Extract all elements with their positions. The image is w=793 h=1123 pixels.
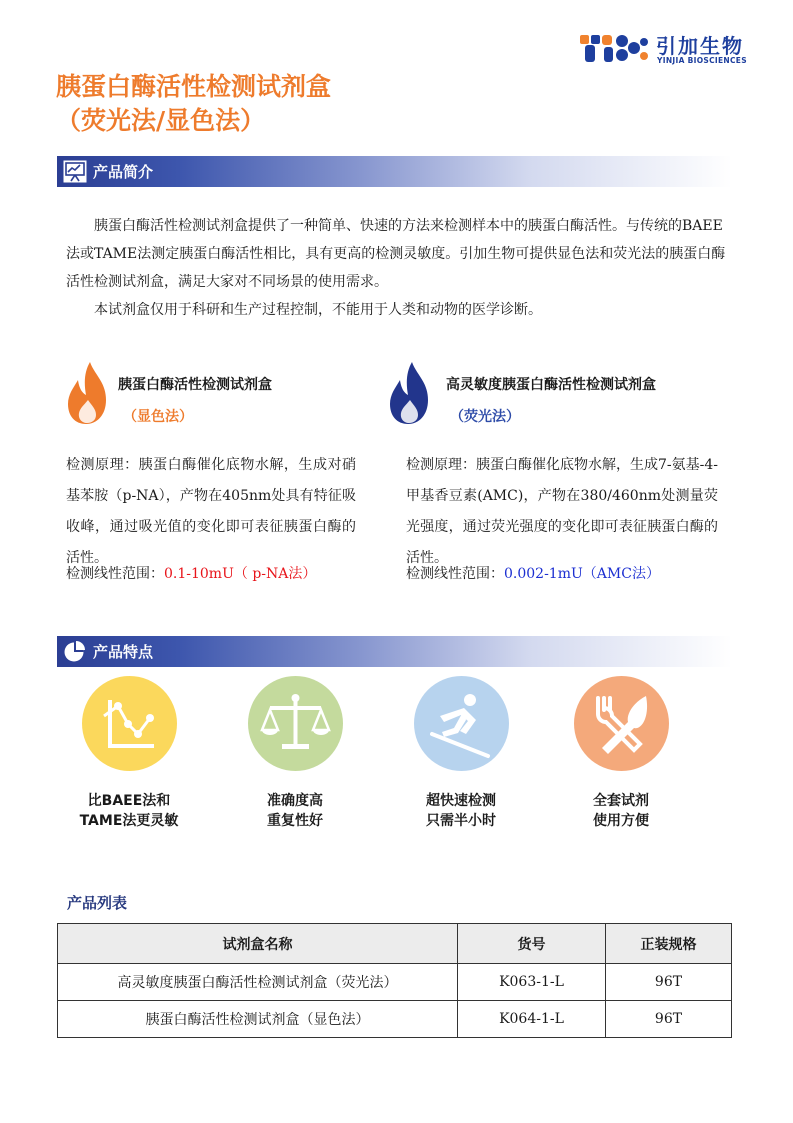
table-cell-catalog: K063-1-L <box>458 964 606 1001</box>
method-range-colorimetric <box>66 563 316 583</box>
presentation-board-icon <box>63 160 87 183</box>
brand-logo <box>578 30 768 66</box>
feature-caption-line2: 使用方便 <box>593 813 649 829</box>
method-desc-fluorometric: 检测原理：胰蛋白酶催化底物水解，生成7-氨基-4-甲基香豆素(AMC)，产物在380/460nm处测量荧光强度，通过荧光强度的变化即可表征胰蛋白酶的活性。 <box>406 457 719 566</box>
section-title-features: 产品特点 <box>93 643 154 661</box>
feature-caption-line2: TAME法更灵敏 <box>79 813 179 829</box>
page-title <box>56 70 331 138</box>
table-header-row <box>58 924 732 964</box>
feature-caption <box>225 791 365 831</box>
yinjia-logo-icon <box>578 32 650 64</box>
table-cell-name: 胰蛋白酶活性检测试剂盒（显色法） <box>58 1001 458 1038</box>
section-title-intro: 产品简介 <box>93 163 154 181</box>
intro-paragraph-1: 胰蛋白酶活性检测试剂盒提供了一种简单、快速的方法来检测样本中的胰蛋白酶活性。与传统的BAEE法或TAME法测定胰蛋白酶活性相比，具有更高的检测灵敏度。引加生物可提供显色法和荧光法的胰蛋白酶活性检测试剂盒，满足大家对不同场景的使用需求。 <box>66 218 726 290</box>
feature-item <box>551 676 691 831</box>
feature-item <box>225 676 365 831</box>
feature-caption <box>551 791 691 831</box>
feature-badge <box>248 676 343 771</box>
table-row <box>58 964 732 1001</box>
feature-caption-line1: 全套试剂 <box>593 793 649 809</box>
range-value: 0.1-10mU（ p-NA法） <box>164 566 317 582</box>
method-desc-colorimetric: 检测原理：胰蛋白酶催化底物水解，生成对硝基苯胺（p-NA），产物在405nm处具有特征吸收峰，通过吸光值的变化即可表征胰蛋白酶的活性。 <box>66 457 356 566</box>
brand-name-en: YINJIA BIOSCIENCES <box>657 56 747 65</box>
table-cell-catalog: K064-1-L <box>458 1001 606 1038</box>
feature-item <box>391 676 531 831</box>
feature-badge <box>574 676 669 771</box>
page-title-line1: 胰蛋白酶活性检测试剂盒 <box>56 72 332 101</box>
balance-icon <box>248 676 343 771</box>
feature-caption-line1: 准确度高 <box>267 793 323 809</box>
feature-caption-line2: 只需半小时 <box>426 813 496 829</box>
intro-text <box>66 212 726 324</box>
skier-icon <box>414 676 509 771</box>
feature-caption-line2: 重复性好 <box>267 813 323 829</box>
method-sub-fluorometric: （荧光法） <box>450 409 520 425</box>
range-value: 0.002-1mU（AMC法） <box>504 566 660 582</box>
table-cell-size: 96T <box>606 964 732 1001</box>
table-row <box>58 1001 732 1038</box>
section-header-intro <box>57 156 732 187</box>
range-label: 检测线性范围： <box>66 566 164 582</box>
table-header-catalog: 货号 <box>458 924 606 964</box>
method-sub-colorimetric: （显色法） <box>123 409 193 425</box>
range-label: 检测线性范围： <box>406 566 504 582</box>
method-name-colorimetric: 胰蛋白酶活性检测试剂盒 <box>118 377 272 393</box>
flame-icon <box>388 360 432 426</box>
section-title-list: 产品列表 <box>67 894 128 912</box>
flame-icon <box>66 360 110 426</box>
feature-badge <box>414 676 509 771</box>
chart-icon <box>82 676 177 771</box>
cutlery-icon <box>574 676 669 771</box>
feature-list <box>57 676 737 836</box>
feature-item <box>59 676 199 831</box>
table-header-size: 正装规格 <box>606 924 732 964</box>
feature-badge <box>82 676 177 771</box>
feature-caption <box>391 791 531 831</box>
section-header-features <box>57 636 732 667</box>
table-cell-size: 96T <box>606 1001 732 1038</box>
method-range-fluorometric <box>406 563 660 583</box>
page-title-line2: （荧光法/显色法） <box>56 106 266 135</box>
pie-chart-icon <box>63 640 87 663</box>
table-cell-name: 高灵敏度胰蛋白酶活性检测试剂盒（荧光法） <box>58 964 458 1001</box>
intro-paragraph-2: 本试剂盒仅用于科研和生产过程控制，不能用于人类和动物的医学诊断。 <box>94 302 542 318</box>
brand-name-cn: 引加生物 <box>656 34 744 58</box>
feature-caption-line1: 比BAEE法和 <box>87 793 171 809</box>
table-header-name: 试剂盒名称 <box>58 924 458 964</box>
feature-caption-line1: 超快速检测 <box>426 793 496 809</box>
method-name-fluorometric: 高灵敏度胰蛋白酶活性检测试剂盒 <box>446 377 656 393</box>
product-table <box>57 923 732 1038</box>
feature-caption <box>59 791 199 831</box>
